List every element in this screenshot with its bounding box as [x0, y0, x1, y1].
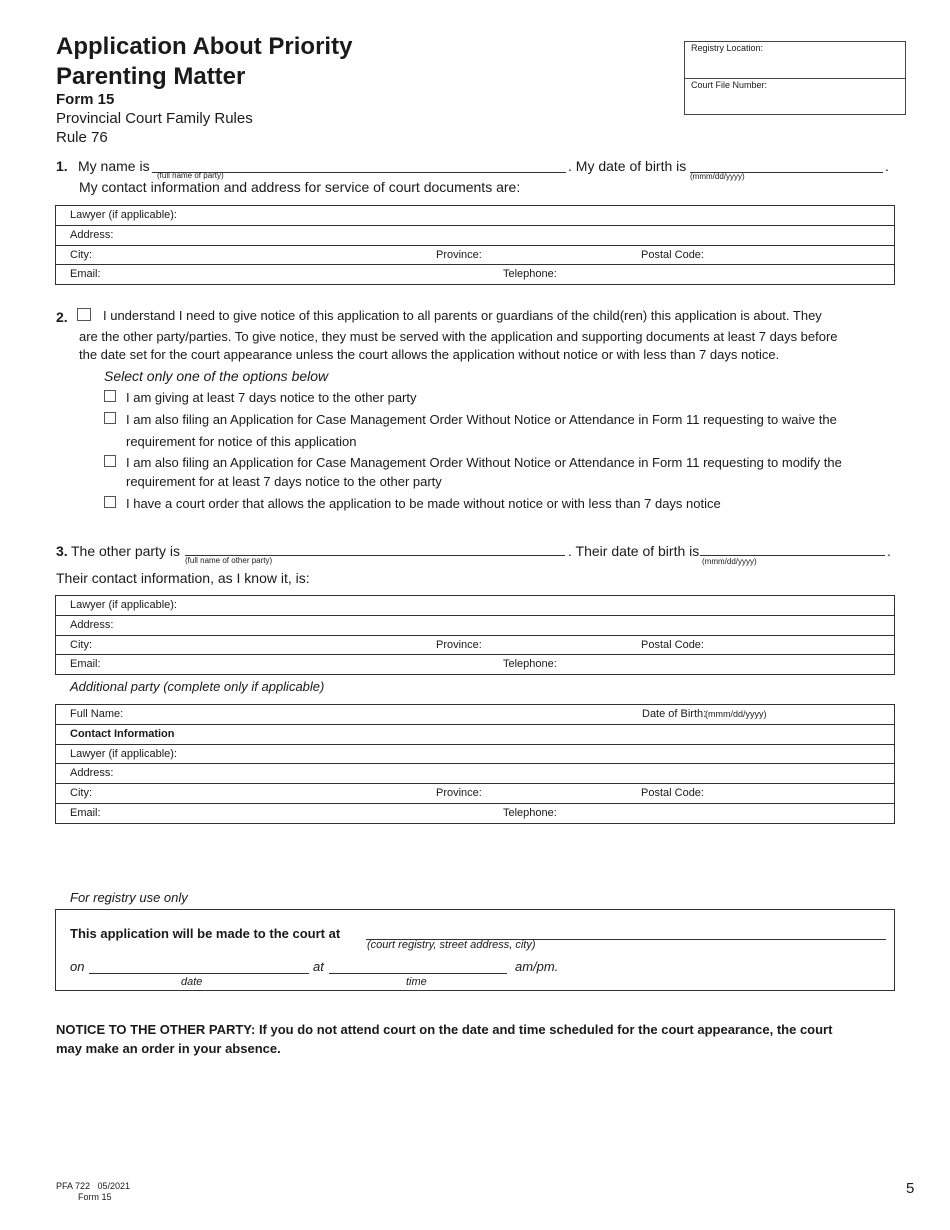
understand-notice-checkbox[interactable] — [77, 308, 91, 321]
email-label: Email: — [70, 268, 101, 281]
my-dob-label: . My date of birth is — [568, 158, 687, 174]
registry-info-box — [684, 41, 906, 115]
court-file-number-field[interactable] — [685, 78, 905, 114]
additional-telephone-label: Telephone: — [503, 806, 557, 819]
my-name-label: My name is — [78, 158, 150, 174]
postal-code-label: Postal Code: — [641, 248, 704, 261]
other-lawyer-label: Lawyer (if applicable): — [70, 599, 177, 611]
additional-city-row[interactable] — [56, 783, 894, 803]
rules-name: Provincial Court Family Rules — [56, 110, 253, 127]
other-lawyer-row[interactable] — [56, 596, 894, 615]
address-label: Address: — [70, 228, 114, 241]
other-dob-label: . Their date of birth is — [568, 543, 700, 559]
court-registry-hint: (court registry, street address, city) — [367, 939, 536, 951]
other-city-row[interactable] — [56, 635, 894, 655]
other-dob-hint: (mmm/dd/yyyy) — [702, 557, 757, 566]
other-contact-intro: Their contact information, as I know it, is: — [56, 570, 310, 586]
at-label: at — [313, 959, 324, 974]
other-contact-table — [55, 595, 895, 675]
notice-text-line-3: the date set for the court appearance unless the court allows the application without notice or with less than 7 days notice. — [79, 347, 780, 362]
additional-party-heading: Additional party (complete only if applicable) — [70, 679, 325, 694]
contact-intro: My contact information and address for service of court documents are: — [79, 179, 521, 195]
email-row[interactable] — [56, 264, 894, 284]
additional-lawyer-row[interactable] — [56, 744, 894, 764]
additional-city-label: City: — [70, 787, 92, 800]
option-7-days-label: I am giving at least 7 days notice to the other party — [126, 390, 417, 405]
additional-party-table — [55, 704, 895, 824]
additional-dob-label: Date of Birth: — [642, 708, 707, 720]
option-court-order-label: I have a court order that allows the application to be made without notice or with less than 7 days notice — [126, 496, 721, 511]
contact-information-row — [56, 724, 894, 744]
option-waive-line-1: I am also filing an Application for Case Management Order Without Notice or Attendance in Form 11 requesting to waive the — [126, 412, 837, 427]
section-3-number: 3. — [56, 543, 68, 559]
additional-province-label: Province: — [436, 787, 482, 800]
other-postal-code-label: Postal Code: — [641, 638, 704, 651]
additional-postal-code-label: Postal Code: — [641, 787, 704, 800]
option-court-order-checkbox[interactable] — [104, 496, 116, 508]
option-7-days-checkbox[interactable] — [104, 390, 116, 402]
footer-code: PFA 722 05/2021 — [56, 1181, 131, 1191]
additional-lawyer-label: Lawyer (if applicable): — [70, 747, 177, 760]
court-file-number-label: Court File Number: — [691, 80, 768, 90]
registry-location-field[interactable] — [685, 42, 905, 78]
my-dob-hint: (mmm/dd/yyyy) — [690, 172, 745, 181]
option-modify-line-2: requirement for at least 7 days notice to the other party — [126, 474, 442, 489]
other-city-label: City: — [70, 638, 92, 651]
other-telephone-label: Telephone: — [503, 658, 557, 671]
additional-address-label: Address: — [70, 767, 114, 780]
telephone-label: Telephone: — [503, 268, 557, 281]
other-party-label: The other party is — [71, 543, 180, 559]
contact-information-heading: Contact Information — [70, 727, 175, 740]
other-email-label: Email: — [70, 658, 101, 671]
additional-email-row[interactable] — [56, 803, 894, 823]
additional-address-row[interactable] — [56, 763, 894, 783]
other-address-label: Address: — [70, 618, 114, 631]
ampm-label: am/pm. — [515, 959, 559, 974]
additional-email-label: Email: — [70, 806, 101, 819]
lawyer-label: Lawyer (if applicable): — [70, 209, 177, 221]
rule-number: Rule 76 — [56, 129, 108, 146]
page-title — [56, 32, 352, 92]
period: . — [885, 158, 889, 174]
title-line-2: Parenting Matter — [56, 63, 246, 90]
other-party-hint: (full name of other party) — [185, 556, 273, 565]
made-to-court-label: This application will be made to the court at — [70, 926, 341, 941]
lawyer-row[interactable] — [56, 206, 894, 225]
option-modify-line-1: I am also filing an Application for Case Management Order Without Notice or Attendance in Form 11 requesting to modify the — [126, 455, 842, 470]
section-2-number: 2. — [56, 309, 68, 325]
footer-form: Form 15 — [78, 1192, 112, 1202]
other-address-row[interactable] — [56, 615, 894, 635]
notice-line-2: may make an order in your absence. — [56, 1041, 281, 1056]
time-field[interactable] — [329, 973, 507, 974]
page-number: 5 — [906, 1180, 915, 1197]
my-contact-table — [55, 205, 895, 285]
form-number: Form 15 — [56, 91, 115, 108]
additional-full-name-label: Full Name: — [70, 708, 124, 720]
date-hint: date — [181, 976, 203, 988]
section-1-number: 1. — [56, 158, 68, 174]
on-label: on — [70, 959, 85, 974]
time-hint: time — [406, 976, 427, 988]
city-label: City: — [70, 248, 92, 261]
title-line-1: Application About Priority — [56, 33, 353, 60]
other-dob-field[interactable] — [700, 555, 885, 556]
period-3: . — [887, 543, 891, 559]
additional-dob-hint: (mmm/dd/yyyy) — [705, 709, 767, 719]
select-one-note: Select only one of the options below — [104, 368, 329, 384]
option-waive-checkbox[interactable] — [104, 412, 116, 424]
notice-text-line-2: are the other party/parties. To give notice, they must be served with the application and supporting documents at least 7 days before — [79, 329, 838, 344]
notice-line-1: NOTICE TO THE OTHER PARTY: If you do not attend court on the date and time scheduled for the court appearance, the court — [56, 1022, 833, 1037]
date-field[interactable] — [89, 973, 309, 974]
option-waive-line-2: requirement for notice of this application — [126, 434, 357, 449]
address-row[interactable] — [56, 225, 894, 245]
registry-use-heading: For registry use only — [70, 890, 188, 905]
option-modify-checkbox[interactable] — [104, 455, 116, 467]
additional-full-name-row[interactable] — [56, 705, 894, 724]
other-province-label: Province: — [436, 638, 482, 651]
other-email-row[interactable] — [56, 654, 894, 674]
notice-text-line-1: I understand I need to give notice of this application to all parents or guardians of the child(ren) this application is about. They — [103, 308, 822, 323]
full-name-hint: (full name of party) — [157, 171, 224, 180]
city-row[interactable] — [56, 245, 894, 265]
province-label: Province: — [436, 248, 482, 261]
registry-location-label: Registry Location: — [691, 43, 764, 53]
